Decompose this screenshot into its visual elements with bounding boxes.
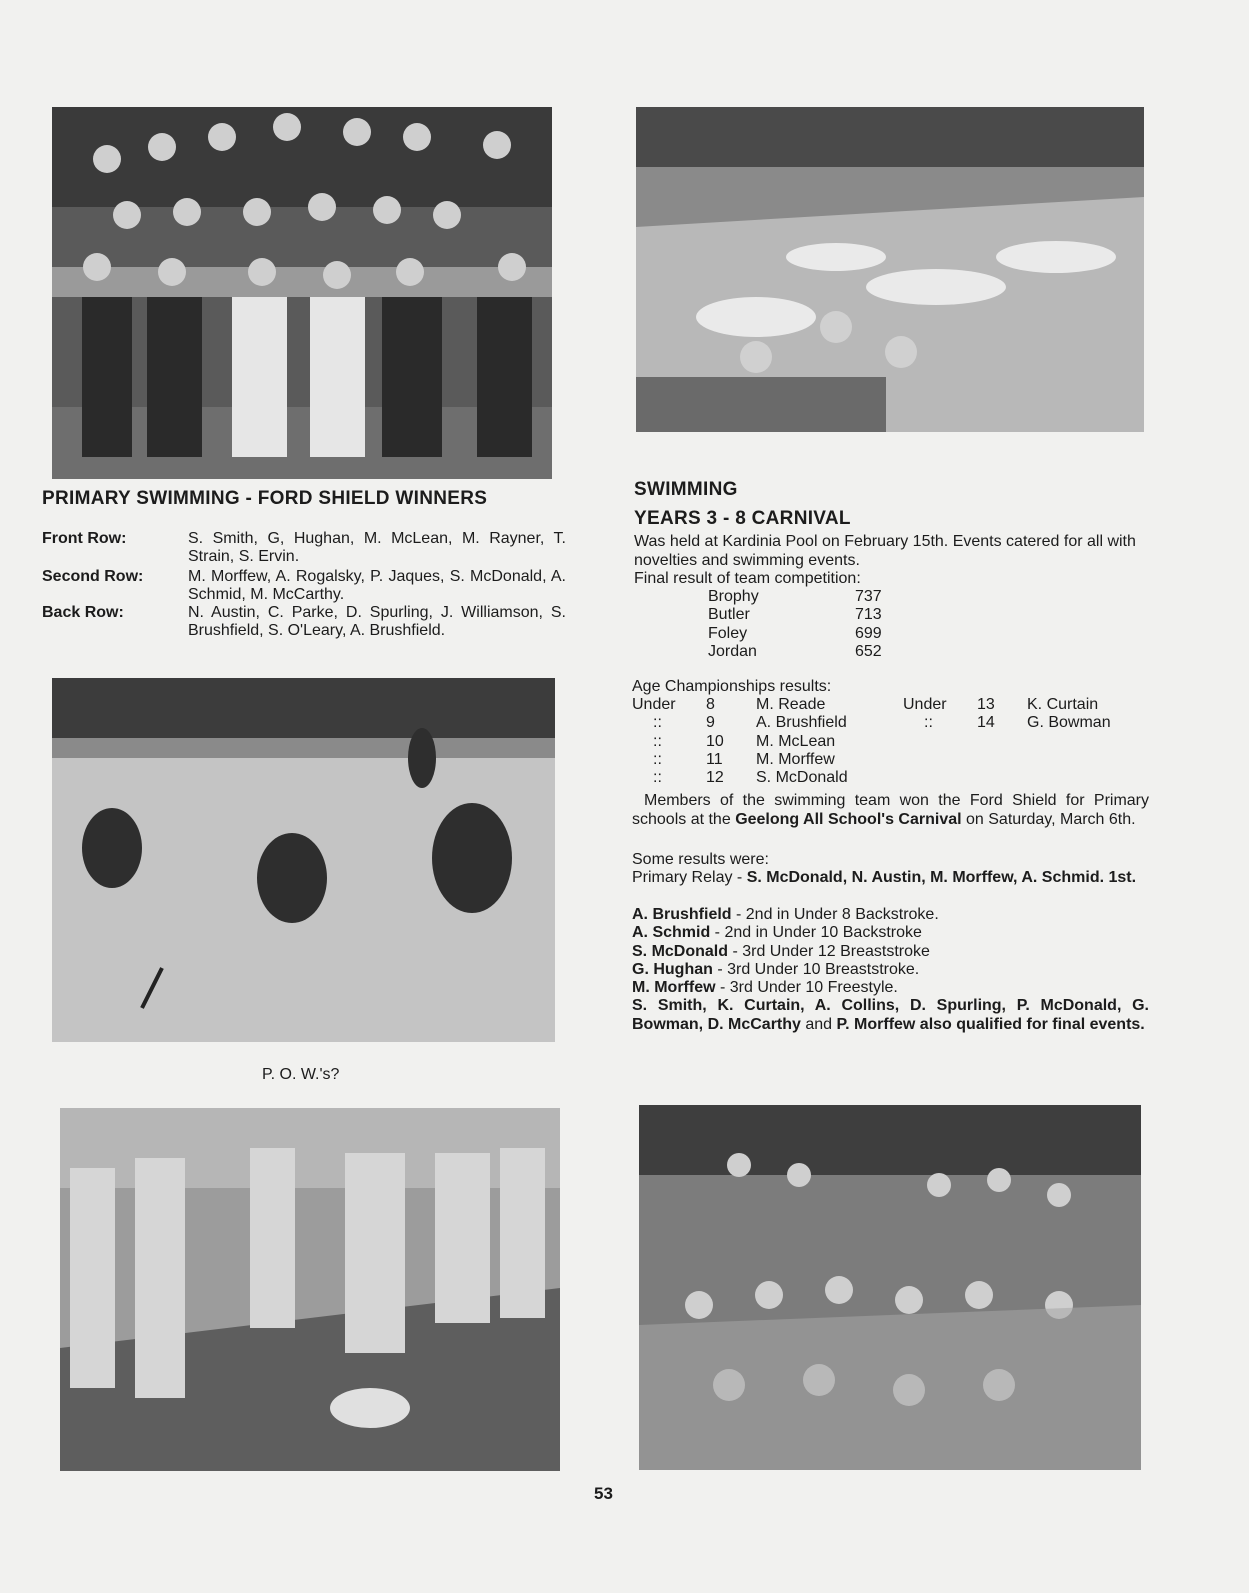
result-detail: - 3rd Under 10 Freestyle. xyxy=(715,979,898,996)
members-text: Members of the swimming team won the Ford Shield for Primary schools at the xyxy=(632,792,1149,828)
age-value: 9 xyxy=(706,714,715,731)
result-line xyxy=(632,943,930,962)
age-winner: G. Bowman xyxy=(1027,714,1111,731)
result-detail: - 2nd in Under 8 Backstroke. xyxy=(731,906,939,923)
age-winner: K. Curtain xyxy=(1027,696,1099,713)
age-winner: M. McLean xyxy=(756,733,836,750)
team-score: 699 xyxy=(855,625,882,642)
age-value: 11 xyxy=(706,751,723,768)
age-value: 10 xyxy=(706,733,724,750)
some-results-label: Some results were: xyxy=(632,851,769,868)
result-name: M. Morffew xyxy=(632,979,716,996)
qualified-final: P. Morffew also qualified for final events. xyxy=(836,1015,1145,1033)
qualified-paragraph xyxy=(632,997,1149,1034)
age-prefix: Under xyxy=(903,696,947,713)
back-row-label: Back Row: xyxy=(42,604,124,621)
age-prefix: :: xyxy=(653,769,662,786)
age-winner: M. Reade xyxy=(756,696,826,713)
age-winner: M. Morffew xyxy=(756,751,835,768)
result-name: A. Brushfield xyxy=(632,906,732,923)
age-value: 12 xyxy=(706,769,724,786)
team-name: Butler xyxy=(708,606,750,623)
team-name: Jordan xyxy=(708,643,757,660)
members-carnival-name: Geelong All School's Carnival xyxy=(735,810,962,828)
age-prefix: :: xyxy=(653,751,662,768)
front-row-names: S. Smith, G, Hughan, M. McLean, M. Rayner, T. Strain, S. Ervin. xyxy=(188,530,566,565)
relay-result xyxy=(632,869,1149,888)
final-result-label: Final result of team competition: xyxy=(634,570,861,587)
age-value: 8 xyxy=(706,696,715,713)
age-prefix: :: xyxy=(653,714,662,731)
result-name: A. Schmid xyxy=(632,924,711,941)
age-championships-label: Age Championships results: xyxy=(632,678,832,695)
result-line xyxy=(632,924,922,943)
qualified-and: and xyxy=(805,1015,833,1033)
qualified-names: S. Smith, K. Curtain, A. Collins, D. Spurling, P. McDonald, G. Bowman, D. McCarthy xyxy=(632,997,1149,1033)
team-photo xyxy=(52,107,552,479)
result-line xyxy=(632,961,919,980)
age-prefix: Under xyxy=(632,696,676,713)
poolside-group-photo xyxy=(60,1108,560,1471)
page-number: 53 xyxy=(594,1484,613,1503)
team-score: 713 xyxy=(855,606,882,623)
back-row-names: N. Austin, C. Parke, D. Spurling, J. Williamson, S. Brushfield, S. O'Leary, A. Brushfield. xyxy=(188,604,566,639)
team-name: Brophy xyxy=(708,588,759,605)
age-value: 13 xyxy=(977,696,995,713)
age-prefix: :: xyxy=(924,714,933,731)
pool-swimmers-photo xyxy=(52,678,555,1042)
team-score: 737 xyxy=(855,588,882,605)
result-line xyxy=(632,979,898,998)
carnival-intro: Was held at Kardinia Pool on February 15th. Events catered for all with novelties and swimming events. xyxy=(634,533,1136,569)
age-winner: A. Brushfield xyxy=(756,714,847,731)
second-row-label: Second Row: xyxy=(42,568,144,585)
members-paragraph xyxy=(632,792,1149,829)
relay-label: Primary Relay - xyxy=(632,869,743,886)
front-row-label: Front Row: xyxy=(42,530,127,547)
age-value: 14 xyxy=(977,714,995,731)
carnival-crowd-photo xyxy=(636,107,1144,432)
result-detail: - 3rd Under 12 Breaststroke xyxy=(728,943,930,960)
swimming-heading: SWIMMING xyxy=(634,479,738,500)
relay-team: S. McDonald, N. Austin, M. Morffew, A. Schmid. 1st. xyxy=(746,869,1137,886)
ford-shield-heading: PRIMARY SWIMMING - FORD SHIELD WINNERS xyxy=(42,488,488,509)
pows-caption: P. O. W.'s? xyxy=(262,1066,340,1083)
seated-group-photo xyxy=(639,1105,1141,1470)
team-score: 652 xyxy=(855,643,882,660)
members-date: on Saturday, March 6th. xyxy=(966,810,1136,828)
age-prefix: :: xyxy=(653,733,662,750)
age-winner: S. McDonald xyxy=(756,769,848,786)
result-line xyxy=(632,906,939,925)
team-name: Foley xyxy=(708,625,748,642)
result-name: S. McDonald xyxy=(632,943,729,960)
result-detail: - 3rd Under 10 Breaststroke. xyxy=(712,961,920,978)
result-detail: - 2nd in Under 10 Backstroke xyxy=(710,924,922,941)
second-row-names: M. Morffew, A. Rogalsky, P. Jaques, S. McDonald, A. Schmid, M. McCarthy. xyxy=(188,568,566,603)
carnival-heading: YEARS 3 - 8 CARNIVAL xyxy=(634,508,851,529)
result-name: G. Hughan xyxy=(632,961,713,978)
